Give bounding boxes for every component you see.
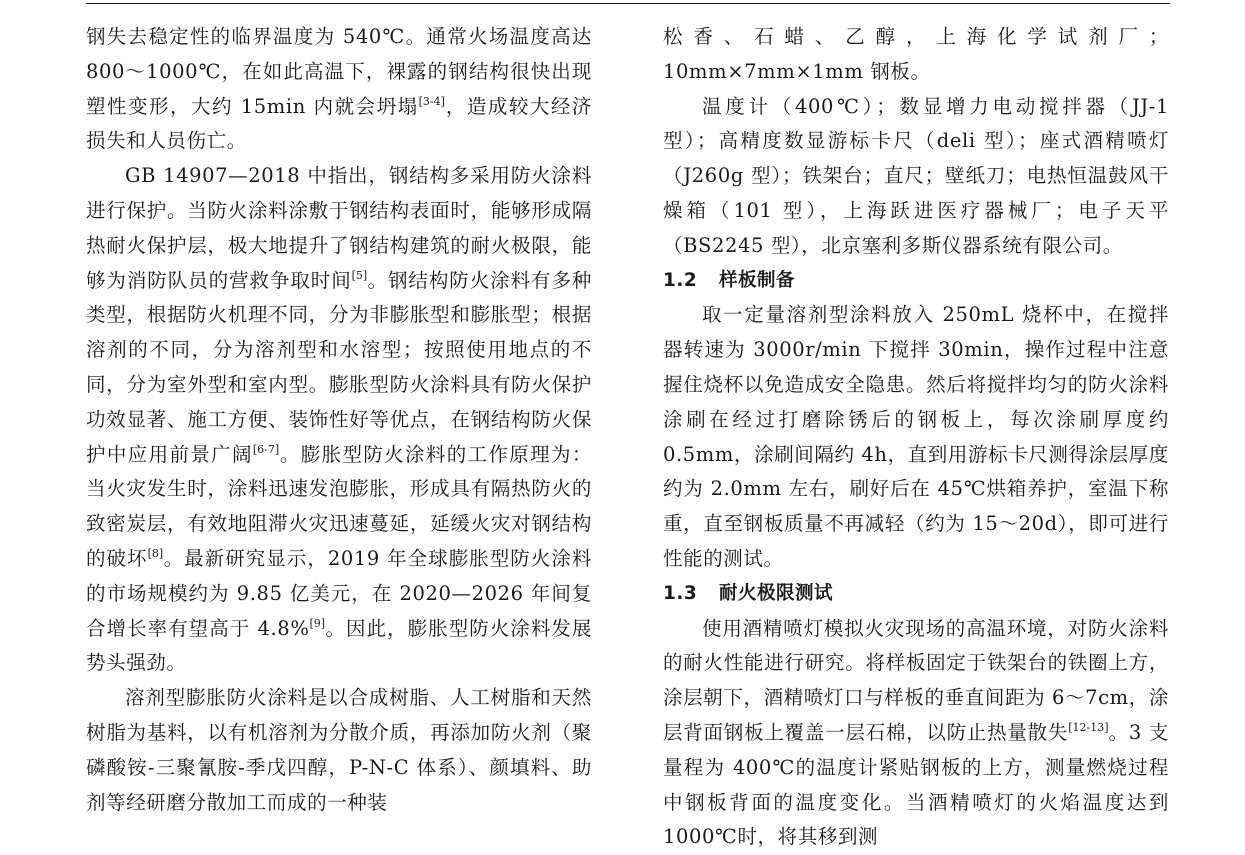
citation: [12-13] bbox=[1068, 720, 1109, 734]
section-number: 1.2 bbox=[663, 269, 698, 291]
paragraph bbox=[86, 681, 592, 820]
citation: [8] bbox=[147, 546, 164, 560]
section-heading bbox=[663, 264, 1169, 299]
paragraph-text: 温度计（400℃）；数显增力电动搅拌器（JJ-1 型）；高精度数显游标卡尺（deli 型）；座式酒精喷灯（J260g 型）；铁架台；直尺；壁纸刀；电热恒温鼓风干燥箱（101 型），上海跃进医疗器械厂；电子天平（BS2245 型），北京塞利多斯仪器系统有限公司。 bbox=[663, 94, 1169, 257]
paragraph-text: ，造成较大经济损失和人员伤亡。 bbox=[86, 94, 593, 153]
paragraph-text: 。最新研究显示，2019 年全球膨胀型防火涂料的市场规模约为 9.85 亿美元，在 2020—2026 年间复合增长率有望高于 4.8% bbox=[86, 546, 592, 640]
citation: [5] bbox=[351, 268, 368, 282]
citation: [6-7] bbox=[252, 442, 280, 456]
paragraph-text: 使用酒精喷灯模拟火灾现场的高温环境，对防火涂料的耐火性能进行研究。将样板固定于铁架台的铁圈上方，涂层朝下，酒精喷灯口与样板的垂直间距为 6～7cm，涂层背面钢板上覆盖一层石棉，以防止热量散失 bbox=[663, 616, 1169, 744]
paragraph bbox=[86, 20, 592, 159]
paragraph-text: 。钢结构防火涂料有多种类型，根据防火机理不同，分为非膨胀型和膨胀型；根据溶剂的不同，分为溶剂型和水溶型；按照使用地点的不同，分为室外型和室内型。膨胀型防火涂料具有防火保护功效显著、施工方便、装饰性好等优点，在钢结构防火保护中应用前景广阔 bbox=[86, 268, 592, 466]
header-rule bbox=[86, 3, 1170, 4]
paragraph-text: 溶剂型膨胀防火涂料是以合成树脂、人工树脂和天然树脂为基料，以有机溶剂为分散介质，再添加防火剂（聚磷酸铵-三聚氰胺-季戊四醇，P-N-C 体系）、颜填料、助剂等经研磨分散加工而成的一种装 bbox=[86, 686, 592, 814]
paragraph bbox=[663, 90, 1169, 264]
citation: [9] bbox=[309, 616, 326, 630]
paragraph-text: 取一定量溶剂型涂料放入 250mL 烧杯中，在搅拌器转速为 3000r/min 下搅拌 30min，操作过程中注意握住烧杯以免造成安全隐患。然后将搅拌均匀的防火涂料涂刷在经过打磨除锈后的钢板上，每次涂刷厚度约 0.5mm，涂刷间隔约 4h，直到用游标卡尺测得涂层厚度约为 2.0mm 左右，刷好后在 45℃烘箱养护，室温下称重，直至钢板质量不再减轻（约为 15～20d），即可进行性能的测试。 bbox=[663, 303, 1169, 570]
paragraph-text: 。因此，膨胀型防火涂料发展势头强劲。 bbox=[86, 616, 592, 675]
paragraph-text: GB 14907—2018 中指出，钢结构多采用防火涂料进行保护。当防火涂料涂敷于钢结构表面时，能够形成隔热耐火保护层，极大地提升了钢结构建筑的耐火极限，能够为消防队员的营救争取时间 bbox=[86, 164, 592, 292]
section-heading bbox=[663, 577, 1169, 612]
paragraph-text: 钢失去稳定性的临界温度为 540℃。通常火场温度高达 800～1000℃，在如此高温下，裸露的钢结构很快出现塑性变形，大约 15min 内就会坍塌 bbox=[86, 25, 592, 118]
paragraph-text: 。3 支量程为 400℃的温度计紧贴钢板的上方，测量燃烧过程中钢板背面的温度变化。当酒精喷灯的火焰温度达到 1000℃时，将其移到测 bbox=[663, 720, 1169, 849]
paragraph-text: 。膨胀型防火涂料的工作原理为：当火灾发生时，涂料迅速发泡膨胀，形成具有隔热防火的致密炭层，有效地阻滞火灾迅速蔓延，延缓火灾对钢结构的破坏 bbox=[86, 442, 592, 570]
left-column bbox=[86, 20, 592, 820]
section-title: 样板制备 bbox=[719, 269, 796, 291]
citation: [3-4] bbox=[418, 94, 445, 108]
paragraph-text: 松香、石蜡、乙醇，上海化学试剂厂；10mm×7mm×1mm 钢板。 bbox=[663, 25, 1169, 83]
section-number: 1.3 bbox=[663, 582, 698, 604]
right-column bbox=[663, 20, 1169, 855]
section-title: 耐火极限测试 bbox=[719, 582, 834, 604]
paragraph bbox=[663, 612, 1169, 855]
paragraph bbox=[86, 159, 592, 681]
paragraph bbox=[663, 20, 1169, 90]
paragraph bbox=[663, 298, 1169, 576]
